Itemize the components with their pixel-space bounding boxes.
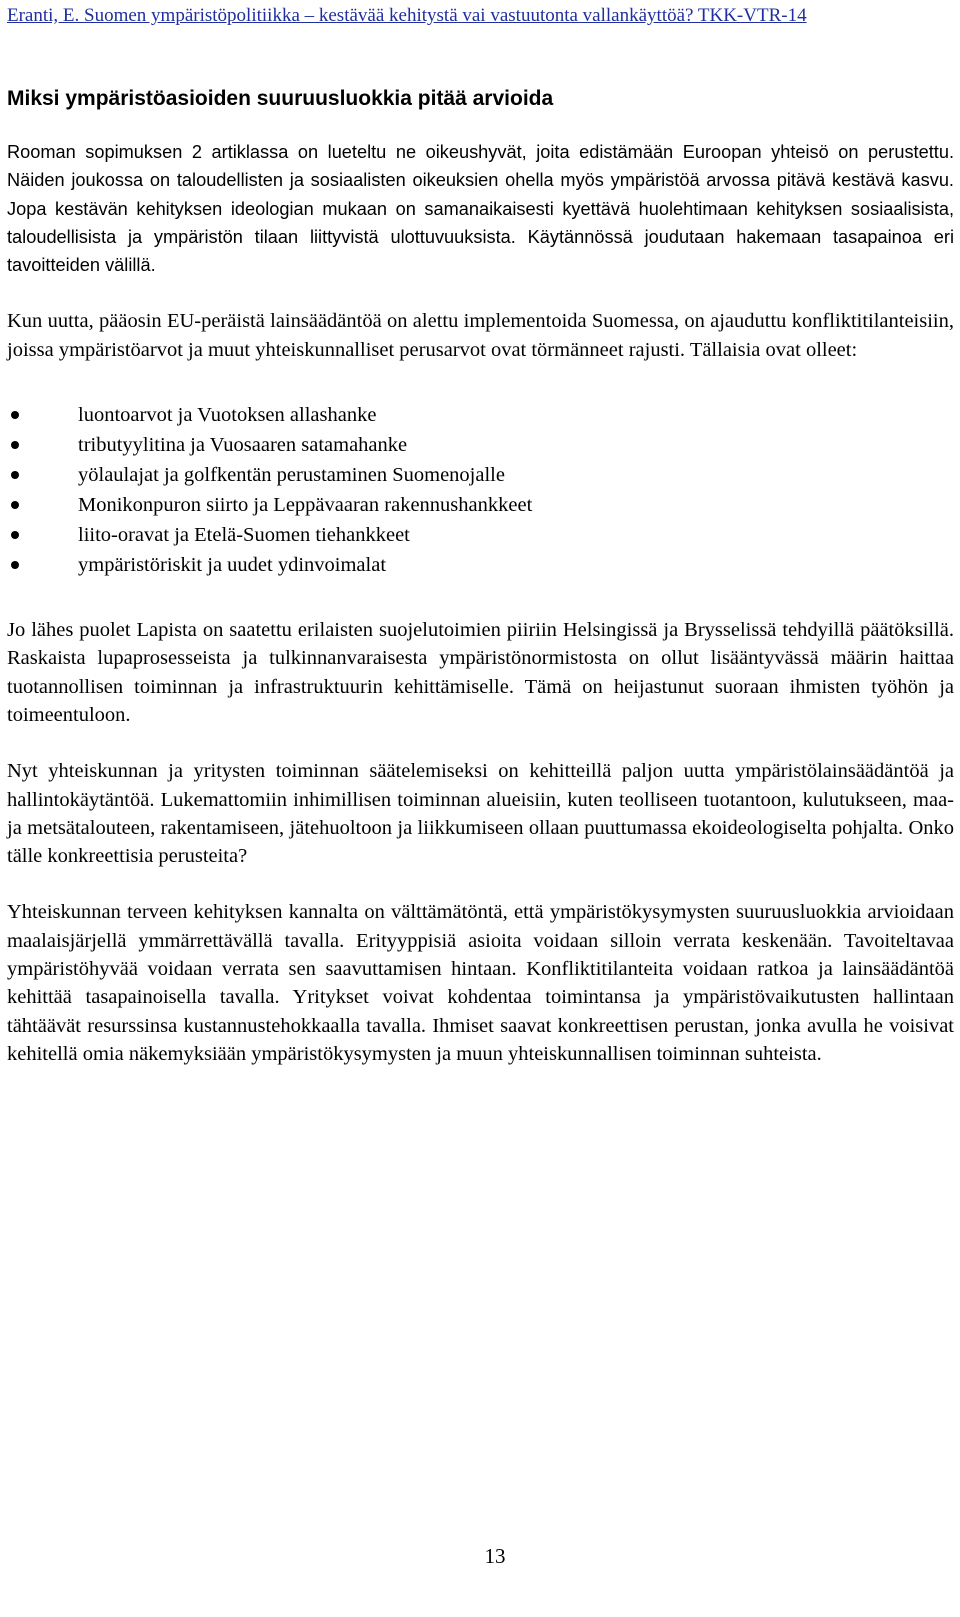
bullet-icon [11, 501, 19, 509]
list-item [7, 550, 954, 580]
list-item [7, 460, 954, 490]
bullet-icon [11, 561, 19, 569]
paragraph-5: Yhteiskunnan terveen kehityksen kannalta on välttämätöntä, että ympäristökysymysten suuruusluokkia arvioidaan maalaisjärjellä ymmärrettävällä tavalla. Erityyppisiä asioita voidaan silloin verrata keskenään. Tavoiteltavaa ympäristöhyvää voidaan verrata sen saavuttamisen hintaan. Konfliktitilanteita voidaan ratkoa ja lainsäädäntöä kehittää tasapainoisella tavalla. Yritykset voivat kohdentaa toimintansa ja ympäristövaikutusten hallintaan tähtäävät resurssinsa kustannustehokkaalla tavalla. Ihmiset saavat konkreettisen perustan, jonka avulla he voisivat kehitellä omia näkemyksiään ympäristökysymysten ja muun yhteiskunnallisen toiminnan suhteista. [7, 901, 954, 1065]
bullet-icon [11, 441, 19, 449]
bullet-icon [11, 471, 19, 479]
paragraph-3: Jo lähes puolet Lapista on saatettu erilaisten suojelutoimien piiriin Helsingissä ja Brysselissä tehdyillä päätöksillä. Raskaista lupaprosesseista ja tulkinnanvaraisesta ympäristönormistosta on ollut lisääntyvässä määrin haittaa tuotannollisen toiminnan ja infrastruktuurin kehittämiselle. Tämä on heijastunut suoraan ihmisten työhön ja toimeentuloon. [7, 619, 954, 726]
list-item [7, 520, 954, 550]
paragraph-1: Rooman sopimuksen 2 artiklassa on lueteltu ne oikeushyvät, joita edistämään Euroopan yhteisö on perustettu. Näiden joukossa on taloudellisten ja sosiaalisten oikeuksien ohella myös ympäristöä arvossa pitävä kestävä kasvu. Jopa kestävän kehityksen ideologian mukaan on samanaikaisesti kyettävä huolehtimaan kehityksen sosiaalisista, taloudellisista ja ympäristön tilaan liittyvistä ulottuvuuksista. Käytännössä joudutaan hakemaan tasapainoa eri tavoitteiden välillä. [7, 142, 954, 276]
list-item-text: yölaulajat ja golfkentän perustaminen Suomenojalle [78, 464, 505, 487]
paragraph-4: Nyt yhteiskunnan ja yritysten toiminnan säätelemiseksi on kehitteillä paljon uutta ympäristölainsäädäntöä ja hallintokäytäntöä. Lukemattomiin inhimillisen toiminnan alueisiin, kuten teolliseen tuotantoon, kulutukseen, maa- ja metsätalouteen, rakentamiseen, jätehuoltoon ja liikkumiseen ollaan puuttumassa ekoideologiselta pohjalta. Onko tälle konkreettisia perusteita? [7, 760, 954, 868]
bullet-icon [11, 531, 19, 539]
list-item [7, 400, 954, 430]
running-header-citation: Eranti, E. Suomen ympäristöpolitiikka – kestävää kehitystä vai vastuutonta vallankäyttöä? TKK-VTR-14 [7, 5, 807, 26]
page-number: 13 [484, 1544, 506, 1568]
paragraph-2: Kun uutta, pääosin EU-peräistä lainsäädäntöä on alettu implementoida Suomessa, on ajauduttu konfliktitilanteisiin, joissa ympäristöarvot ja muut yhteiskunnalliset perusarvot ovat törmänneet rajusti. Tällaisia ovat olleet: [7, 310, 954, 361]
list-item [7, 490, 954, 520]
list-item-text: Monikonpuron siirto ja Leppävaaran rakennushankkeet [78, 494, 533, 517]
bullet-icon [11, 411, 19, 419]
list-item-text: tributyylitina ja Vuosaaren satamahanke [78, 434, 408, 457]
list-item-text: ympäristöriskit ja uudet ydinvoimalat [78, 554, 387, 577]
section-heading: Miksi ympäristöasioiden suuruusluokkia pitää arvioida [7, 87, 554, 110]
list-item [7, 430, 954, 460]
conflict-list [7, 400, 954, 580]
list-item-text: liito-oravat ja Etelä-Suomen tiehankkeet [78, 524, 410, 547]
document-body [7, 86, 954, 1096]
list-item-text: luontoarvot ja Vuotoksen allashanke [78, 404, 377, 427]
